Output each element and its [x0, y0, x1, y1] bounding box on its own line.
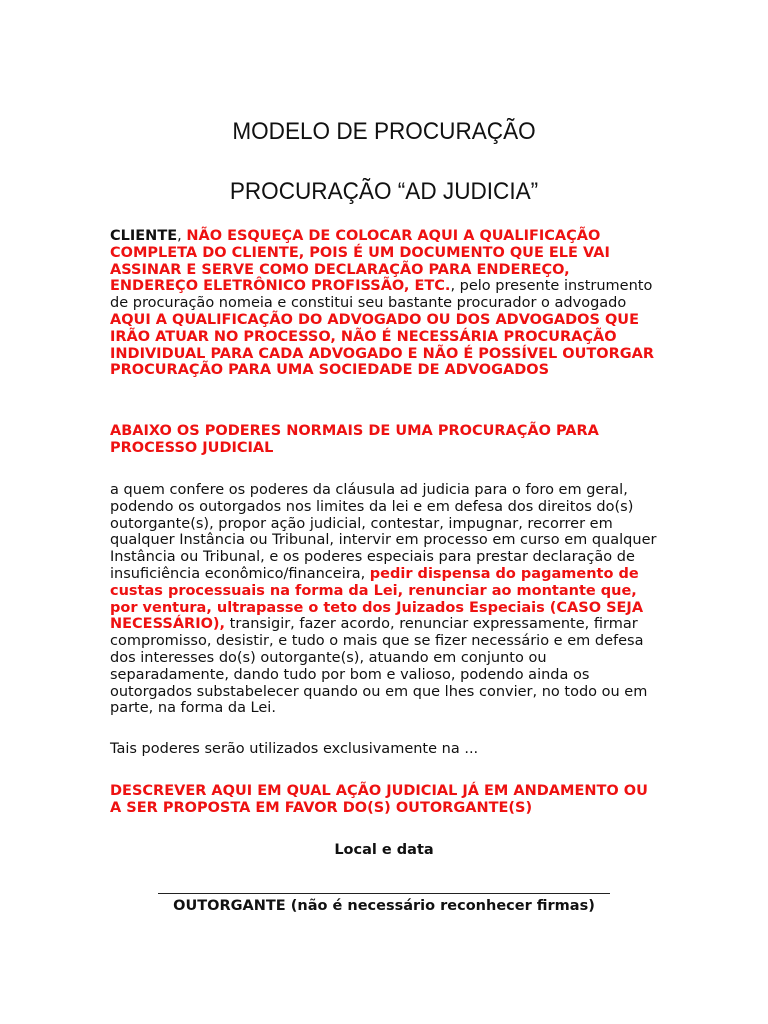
instruction-describe-action: DESCREVER AQUI EM QUAL AÇÃO JUDICIAL JÁ EM ANDAMENTO OU A SER PROPOSTA EM FAVOR DO(S) OUTORGANTE(S): [110, 783, 648, 816]
instruction-client-qualification: NÃO ESQUEÇA DE COLOCAR AQUI A QUALIFICAÇÃO COMPLETA DO CLIENTE, POIS É UM DOCUMENTO QUE ELE VAI ASSINAR E SERVE COMO DECLARAÇÃO PARA ENDEREÇO, ENDEREÇO ELETRÔNICO PROFISSÃO, ETC.: [110, 228, 610, 295]
paragraph-exclusive-use: Tais poderes serão utilizados exclusivamente na ...: [110, 741, 479, 757]
comma: ,: [177, 228, 187, 244]
instruction-lawyer-qualification: AQUI A QUALIFICAÇÃO DO ADVOGADO OU DOS ADVOGADOS QUE IRÃO ATUAR NO PROCESSO, NÃO É NECESSÁRIA PROCURAÇÃO INDIVIDUAL PARA CADA ADVOGADO E NÃO É POSSÍVEL OUTORGAR PROCURAÇÃO PARA UMA SOCIEDADE DE ADVOGADOS: [110, 311, 655, 379]
paragraph-qualification: [110, 228, 662, 379]
local-and-date: Local e data: [334, 842, 434, 858]
paragraph-powers: [110, 482, 662, 717]
powers-special-red: pedir dispensa do pagamento de custas processuais na forma da Lei, renunciar ao montante que, por ventura, ultrapasse o teto dos Juizados Especiais (CASO SEJA NECESSÁRIO),: [110, 565, 644, 633]
signature-caption: OUTORGANTE (não é necessário reconhecer firmas): [173, 898, 595, 914]
cliente-label: CLIENTE: [110, 228, 178, 244]
powers-text-1: a quem confere os poderes da cláusula ad judicia para o foro em geral, podendo os outorgados nos limites da lei e em defesa dos direitos do(s) outorgante(s), propor ação judicial, contestar, impugnar, recorrer em qualquer Instância ou Tribunal, intervir em processo em curso em qualquer Instância ou Tribunal, e os poderes especiais para prestar declaração de insuficiência econômico/financeira,: [110, 482, 657, 582]
document-title: MODELO DE PROCURAÇÃO: [232, 118, 536, 145]
nomination-text: , pelo presente instrumento de procuração nomeia e constitui seu bastante procurador o advogado: [110, 278, 653, 312]
document-subtitle: PROCURAÇÃO “AD JUDICIA”: [229, 178, 539, 205]
powers-heading: ABAIXO OS PODERES NORMAIS DE UMA PROCURAÇÃO PARA PROCESSO JUDICIAL: [110, 423, 599, 456]
powers-text-2: transigir, fazer acordo, renunciar expressamente, firmar compromisso, desistir, e tudo o mais que se fizer necessário e em defesa dos interesses do(s) outorgante(s), atuando em conjunto ou separadamente, dando tudo por bom e valioso, podendo ainda os outorgados substabelecer quando ou em que lhes convier, no todo ou em parte, na forma da Lei.: [110, 616, 648, 717]
signature-line: [158, 893, 610, 894]
